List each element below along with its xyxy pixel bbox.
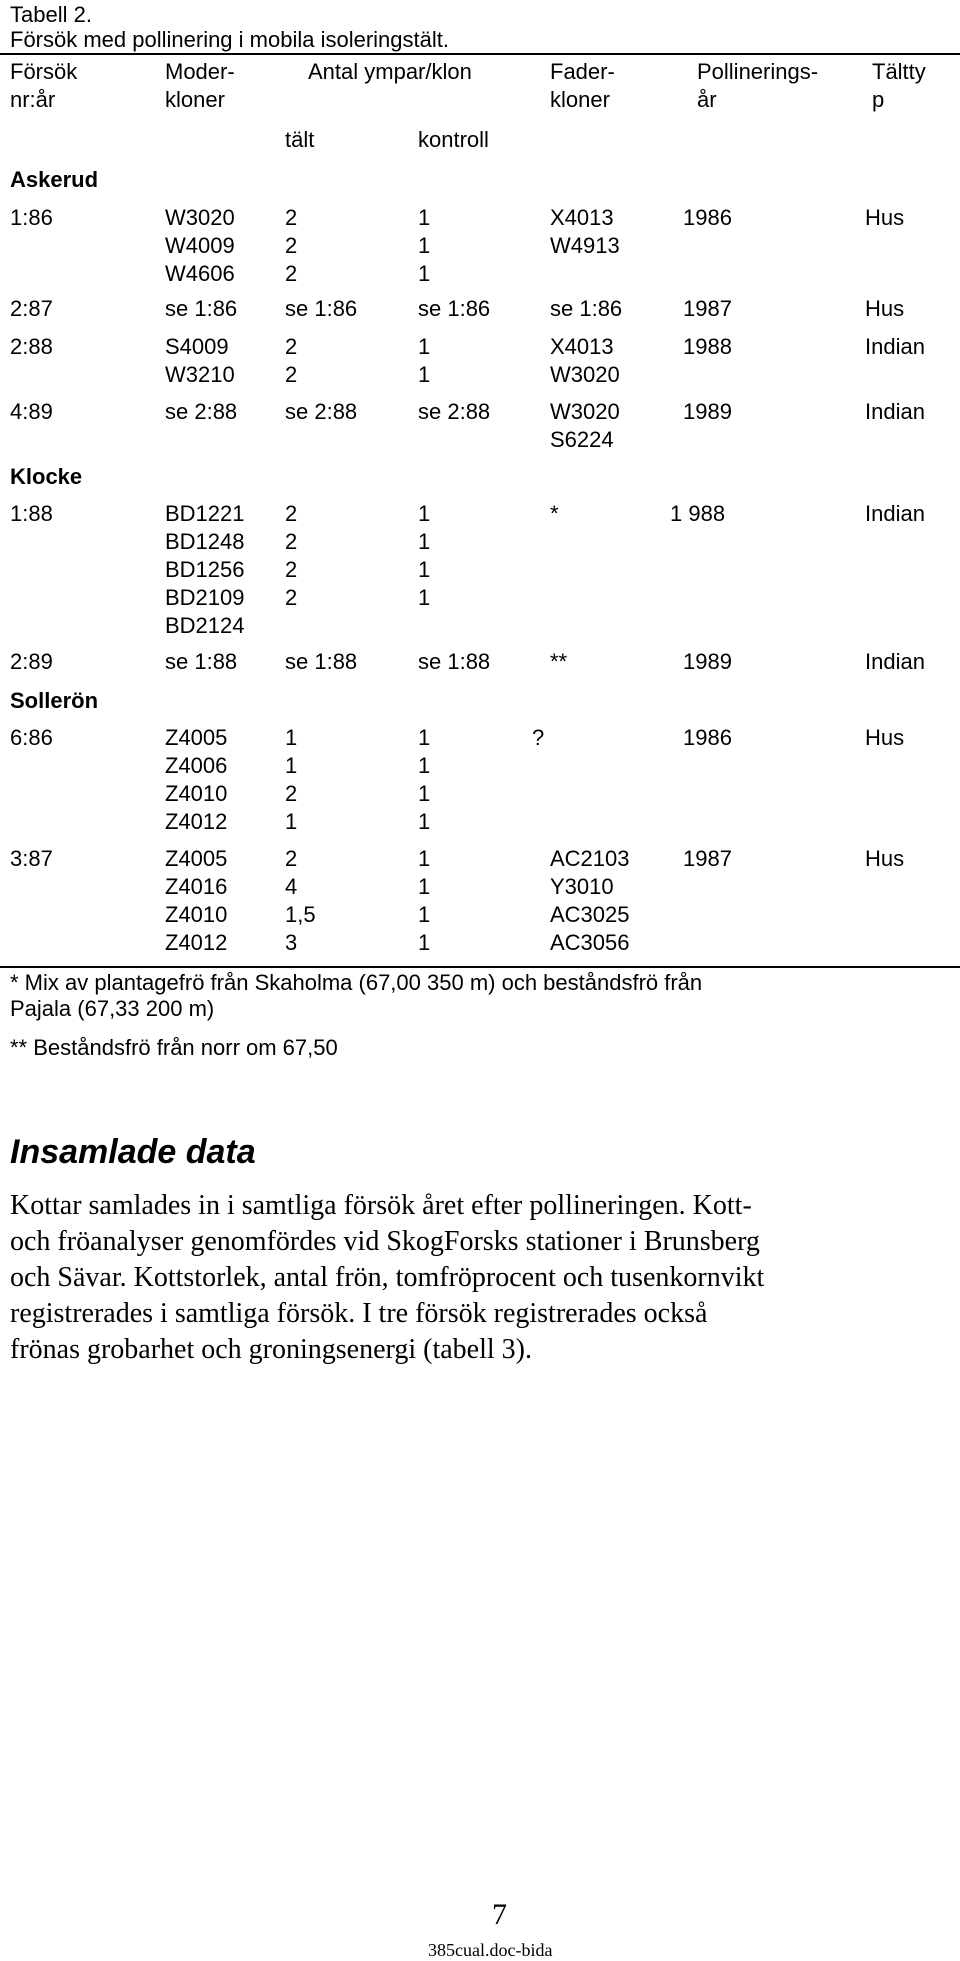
group-klocke: Klocke xyxy=(10,464,83,489)
header-pollineringsar: Pollinerings- år xyxy=(697,59,819,112)
header-forsok: Försök nr:år xyxy=(10,59,78,112)
header-kontroll: kontroll xyxy=(418,127,489,152)
header-faderkloner: Fader- kloner xyxy=(550,59,615,112)
table-label: Tabell 2. xyxy=(10,2,92,27)
header-moderkloner: Moder- kloner xyxy=(165,59,235,112)
header-talttyp: Tältty p xyxy=(872,59,926,112)
header-talt: tält xyxy=(285,127,315,152)
table-top-rule xyxy=(0,53,960,55)
footnote-double-star: ** Beståndsfrö från norr om 67,50 xyxy=(10,1035,338,1060)
table-bottom-rule xyxy=(0,966,960,968)
group-askerud: Askerud xyxy=(10,167,99,192)
table-title: Försök med pollinering i mobila isoleringstält. xyxy=(10,27,449,52)
header-antal-ympar: Antal ympar/klon xyxy=(308,59,472,84)
document-page: Tabell 2. Försök med pollinering i mobila isoleringstält. Försök nr:år Moder- kloner Antal ympar/klon Fader- kloner Pollinerings- år Tältty p tält kontroll Askerud 1:86 W3020 W4009 W4606 2 2 2 1 1 1 X4013 W4913 1986 Hus 2:87 se 1:86 se 1:86 se 1:86 se 1:86 1987 Hus 2:88 S4009 W3210 2 2 1 1 X4013 W3020 1988 Indian 4:89 se 2:88 se 2:88 se 2:88 W3020 S6224 1989 Indian Klocke 1:88 BD1221 BD1248 BD1256 BD2109 BD2124 2 2 2 2 1 1 1 1 * 1 988 Indian 2:89 se 1:88 se 1:88 se 1:88 ** 1989 Indian Sollerön 6:86 Z4005 Z4006 Z4010 Z4012 1 1 2 1 1 1 1 1 ? 1986 Hus 3:87 Z4005 Z4016 Z4010 Z4012 2 4 1,5 3 1 1 1 1 AC2103 Y3010 AC3025 AC3056 1987 Hus * Mix av plantagefrö från Skaholma (67,00 350 m) och beståndsfrö från Pajala (67,33 200 m) ** Beståndsfrö från norr om 67,50 Insamlade data Kottar samlades in i samtliga försök året efter pollineringen. Kott- och fröanalyser genomfördes vid SkogForsks stationer i Brunsberg och Sävar. Kottstorlek, antal frön, tomfröprocent och tusenkornvikt registrerades i samtliga försök. I tre försök registrerades också frönas grobarhet och groningsenergi (tabell 3). 7 385cual.doc-bida xyxy=(0,0,960,1961)
body-paragraph: Kottar samlades in i samtliga försök året efter pollineringen. Kott- och fröanalyser genomfördes vid SkogForsks stationer i Brunsberg och Sävar. Kottstorlek, antal frön, tomfröprocent och tusenkornvikt registrerades i samtliga försök. I tre försök registrerades också frönas grobarhet och groningsenergi (tabell 3). xyxy=(10,1190,765,1365)
footnote-single-star: * Mix av plantagefrö från Skaholma (67,00 350 m) och beståndsfrö från Pajala (67,33 200 m) xyxy=(10,970,703,1021)
page-number: 7 xyxy=(492,1898,507,1931)
section-heading: Insamlade data xyxy=(10,1133,256,1171)
group-solleron: Sollerön xyxy=(10,688,99,713)
document-id: 385cual.doc-bida xyxy=(428,1940,553,1960)
